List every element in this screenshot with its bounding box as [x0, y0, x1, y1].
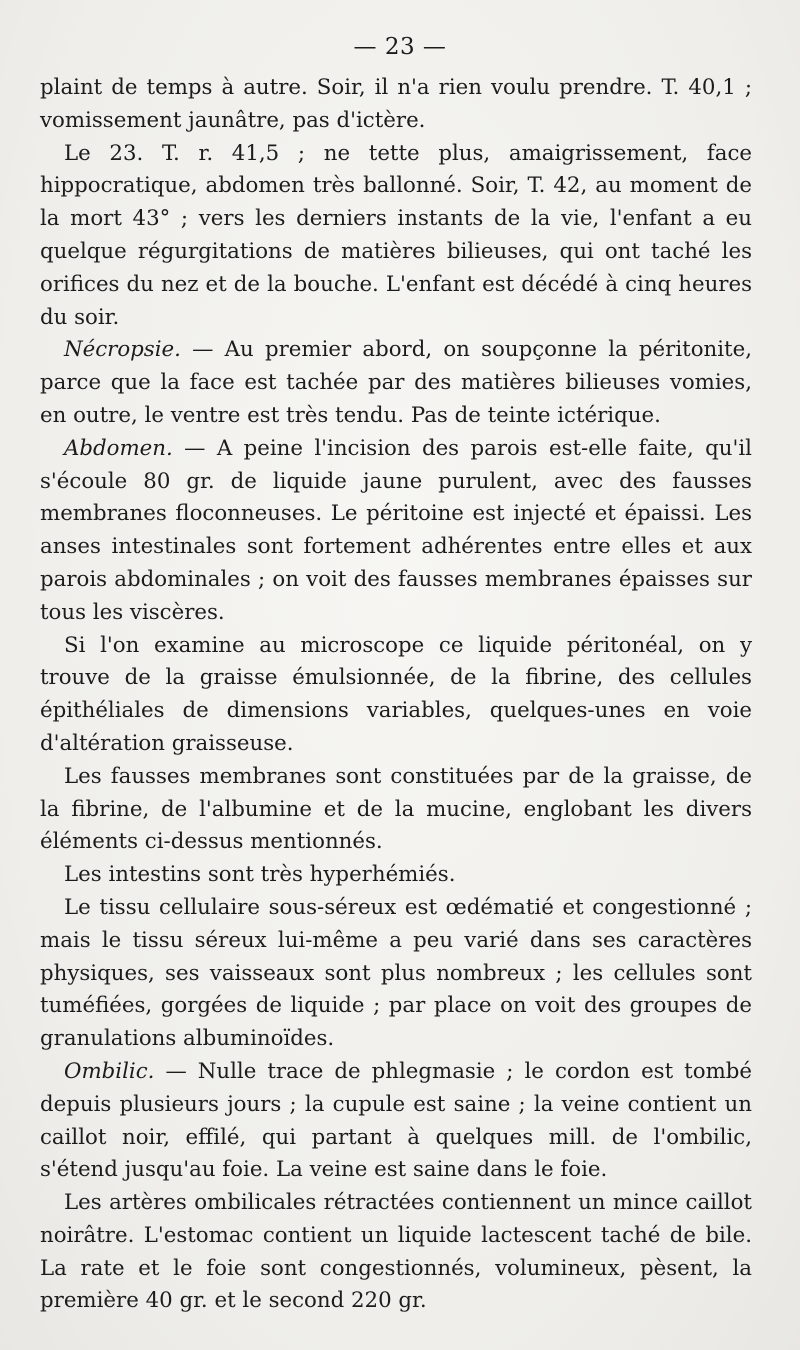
paragraph-text: Les intestins sont très hyperhémiés. — [64, 862, 456, 888]
paragraph-text: — Au premier abord, on soupçonne la péritonite, parce que la face est tachée par des matières bilieuses vomies, en outre, le ventre est très tendu. Pas de teinte ictérique. — [40, 337, 752, 428]
paragraph-text: Le 23. T. r. 41,5 ; ne tette plus, amaigrissement, face hippocratique, abdomen très ballonné. Soir, T. 42, au moment de la mort 43° ; vers les derniers instants de la vie, l'enfant a eu quelque régurgitations de matières bilieuses, qui ont taché les orifices du nez et de la bouche. L'enfant est décédé à cinq heures du soir. — [40, 140, 752, 330]
page-number: — 23 — — [353, 34, 447, 60]
paragraph-text: Les fausses membranes sont constituées par de la graisse, de la fibrine, de l'albumine et de la mucine, englobant les divers éléments ci-dessus mentionnés. — [40, 763, 752, 855]
section-heading-necropsie: Nécropsie. — [64, 337, 181, 363]
paragraph — [40, 72, 752, 138]
section-heading-abdomen: Abdomen. — [64, 435, 173, 461]
paragraph — [40, 433, 752, 630]
paragraph-text: Le tissu cellulaire sous-séreux est œdématié et congestionné ; mais le tissu séreux lui-même a peu varié dans ses caractères physiques, ses vaisseaux sont plus nombreux ; les cellules sont tuméfiées, gorgées de liquide ; par place on voit des groupes de granulations albuminoïdes. — [40, 894, 752, 1052]
section-heading-ombilic: Ombilic. — [64, 1058, 155, 1084]
paragraph — [40, 138, 752, 335]
paragraph-text: — Nulle trace de phlegmasie ; le cordon est tombé depuis plusieurs jours ; la cupule est saine ; la veine contient un caillot noir, effilé, qui partant à quelques mill. de l'ombilic, s'étend jusqu'au foie. La veine est saine dans le foie. — [40, 1058, 752, 1183]
paragraph — [40, 334, 752, 432]
paragraph — [40, 630, 752, 761]
paragraph — [40, 1187, 752, 1318]
paragraph-text: Si l'on examine au microscope ce liquide péritonéal, on y trouve de la graisse émulsionnée, de la fibrine, des cellules épithéliales de dimensions variables, quelques-unes en voie d'altération graisseuse. — [40, 632, 752, 756]
paragraph-text: plaint de temps à autre. Soir, il n'a rien voulu prendre. T. 40,1 ; vomissement jaunâtre, pas d'ictère. — [40, 75, 752, 133]
paragraph — [40, 761, 752, 859]
paragraph-text: — A peine l'incision des parois est-elle faite, qu'il s'écoule 80 gr. de liquide jaune purulent, avec des fausses membranes floconneuses. Le péritoine est injecté et épaissi. Les anses intestinales sont fortement adhérentes entre elles et aux parois abdominales ; on voit des fausses membranes épaisses sur tous les viscères. — [40, 435, 752, 625]
paragraph — [40, 859, 752, 892]
paragraph — [40, 892, 752, 1056]
paragraph-text: Les artères ombilicales rétractées contiennent un mince caillot noirâtre. L'estomac contient un liquide lactescent taché de bile. La rate et le foie sont congestionnés, volumineux, pèsent, la première 40 gr. et le second 220 gr. — [40, 1190, 752, 1314]
body-text — [40, 72, 752, 1318]
paragraph — [40, 1056, 752, 1187]
